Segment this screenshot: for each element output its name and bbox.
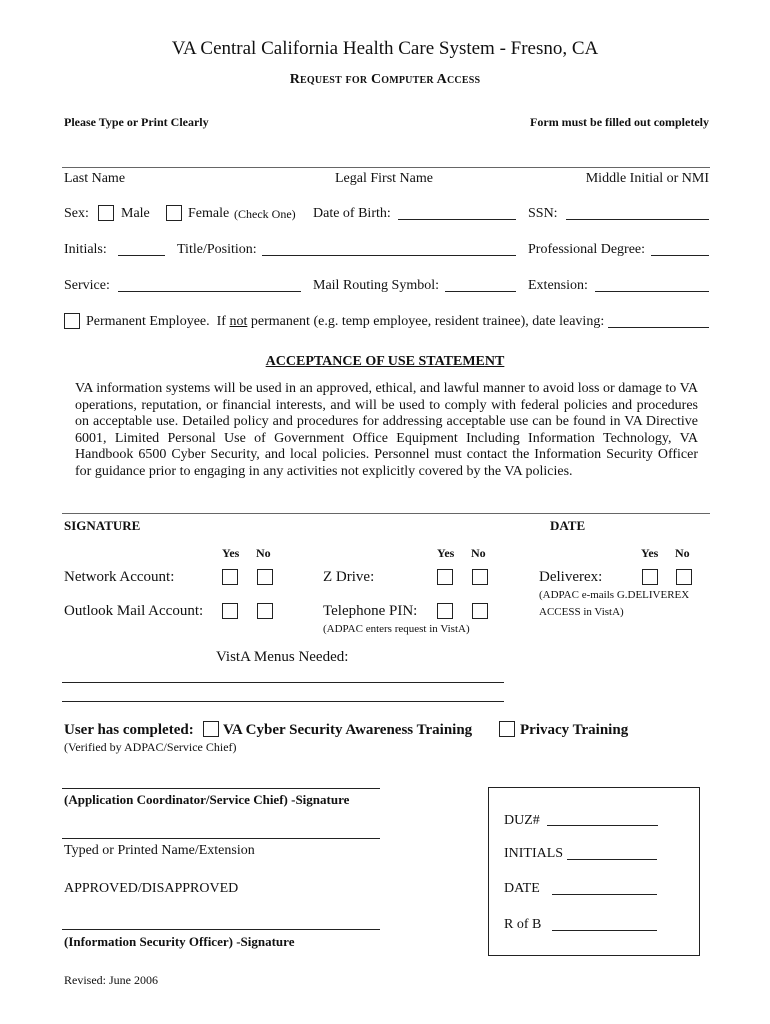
degree-field[interactable] <box>651 241 709 256</box>
deliverex-note: (ADPAC e-mails G.DELIVEREX <box>539 589 690 601</box>
form-title: VA Central California Health Care System - Fresno, CA <box>171 38 599 59</box>
service-field[interactable] <box>118 277 301 292</box>
zdrive-label: Z Drive: <box>323 569 375 585</box>
outlook-no-checkbox[interactable] <box>257 603 273 619</box>
form-subtitle: Request for Computer Access <box>289 72 481 87</box>
deliverex-note: ACCESS in VistA) <box>539 606 624 618</box>
deliverex-no-checkbox[interactable] <box>676 569 692 585</box>
outlook-yes-checkbox[interactable] <box>222 603 238 619</box>
app-coord-label: (Application Coordinator/Service Chief) -Signature <box>64 792 350 807</box>
office-date-field[interactable] <box>552 880 657 895</box>
first-name-label: Legal First Name <box>335 171 433 186</box>
typed-name-line[interactable] <box>62 838 380 839</box>
cyber-training-checkbox[interactable] <box>203 721 219 737</box>
male-checkbox[interactable] <box>98 205 114 221</box>
telephone-no-checkbox[interactable] <box>472 603 488 619</box>
privacy-training-label: Privacy Training <box>520 722 629 738</box>
network-account-label: Network Account: <box>64 569 175 585</box>
title-field[interactable] <box>262 241 516 256</box>
telephone-pin-label: Telephone PIN: <box>323 603 418 619</box>
signature-label: SIGNATURE <box>64 518 141 533</box>
office-initials-label: INITIALS <box>504 846 564 861</box>
signature-line[interactable] <box>62 513 710 514</box>
office-initials-field[interactable] <box>567 845 657 860</box>
no-header: No <box>675 546 690 560</box>
no-header: No <box>471 546 486 560</box>
app-coord-signature-line[interactable] <box>62 788 380 789</box>
not-word: not <box>229 314 248 329</box>
r-of-b-field[interactable] <box>552 916 657 931</box>
service-label: Service: <box>64 278 110 293</box>
approved-label: APPROVED/DISAPPROVED <box>64 881 239 896</box>
sex-label: Sex: <box>64 206 89 221</box>
dob-field[interactable] <box>398 205 516 220</box>
extension-label: Extension: <box>528 278 588 293</box>
date-leaving-label: permanent (e.g. temp employee, resident trainee), date leaving: <box>250 314 605 329</box>
revised-date: Revised: June 2006 <box>64 973 158 987</box>
acceptance-heading: ACCEPTANCE OF USE STATEMENT <box>265 354 505 369</box>
r-of-b-label: R of B <box>504 917 542 932</box>
office-date-label: DATE <box>504 881 540 896</box>
verified-note: (Verified by ADPAC/Service Chief) <box>64 740 237 754</box>
degree-label: Professional Degree: <box>528 242 646 257</box>
iso-label: (Information Security Officer) -Signature <box>64 934 295 949</box>
name-line <box>62 167 710 168</box>
typed-name-label: Typed or Printed Name/Extension <box>64 843 255 858</box>
zdrive-yes-checkbox[interactable] <box>437 569 453 585</box>
female-label: Female <box>188 206 230 221</box>
acceptance-body: VA information systems will be used in an approved, ethical, and lawful manner to avoid loss or damage to VA operations, reputation, or financial interests, and will be used to comply with federal policies and procedures on acceptable use. Detailed policy and procedures for addressing acceptable use can be found in VA Directive 6001, Limited Personal Use of Government Office Equipment Including Information Technology, VA Handbook 6500 Cyber Security, and local policies. Personnel must contact the Information Security Officer for guidance prior to engaging in any activities not explicitly covered by the VA policies. <box>75 381 698 479</box>
duz-label: DUZ# <box>504 813 540 828</box>
yes-header: Yes <box>641 546 659 560</box>
cyber-training-label: VA Cyber Security Awareness Training <box>223 722 473 738</box>
last-name-label: Last Name <box>64 171 126 186</box>
mail-routing-field[interactable] <box>445 277 516 292</box>
privacy-training-checkbox[interactable] <box>499 721 515 737</box>
male-label: Male <box>121 206 150 221</box>
ssn-label: SSN: <box>528 206 558 221</box>
user-completed-label: User has completed: <box>64 722 194 738</box>
no-header: No <box>256 546 271 560</box>
check-one-note: (Check One) <box>234 207 296 221</box>
middle-initial-label: Middle Initial or NMI <box>585 171 709 186</box>
telephone-note: (ADPAC enters request in VistA) <box>323 623 470 635</box>
title-label: Title/Position: <box>177 242 257 257</box>
zdrive-no-checkbox[interactable] <box>472 569 488 585</box>
dob-label: Date of Birth: <box>313 206 391 221</box>
yes-header: Yes <box>222 546 240 560</box>
network-yes-checkbox[interactable] <box>222 569 238 585</box>
permanent-checkbox[interactable] <box>64 313 80 329</box>
vista-menus-field[interactable] <box>62 701 504 702</box>
female-checkbox[interactable] <box>166 205 182 221</box>
vista-menus-label: VistA Menus Needed: <box>216 649 349 665</box>
mail-routing-label: Mail Routing Symbol: <box>313 278 440 293</box>
date-leaving-field[interactable] <box>608 313 709 328</box>
date-label: DATE <box>550 518 586 533</box>
ssn-field[interactable] <box>566 205 709 220</box>
deliverex-yes-checkbox[interactable] <box>642 569 658 585</box>
print-clearly-note: Please Type or Print Clearly <box>64 115 209 129</box>
vista-menus-field[interactable] <box>62 682 504 683</box>
permanent-statement <box>86 314 604 330</box>
yes-header: Yes <box>437 546 455 560</box>
duz-field[interactable] <box>547 811 658 826</box>
telephone-yes-checkbox[interactable] <box>437 603 453 619</box>
network-no-checkbox[interactable] <box>257 569 273 585</box>
iso-signature-line[interactable] <box>62 929 380 930</box>
initials-field[interactable] <box>118 241 165 256</box>
if-word: If <box>216 314 226 329</box>
outlook-label: Outlook Mail Account: <box>64 603 204 619</box>
deliverex-label: Deliverex: <box>539 569 603 585</box>
extension-field[interactable] <box>595 277 709 292</box>
fill-completely-note: Form must be filled out completely <box>530 115 709 129</box>
initials-label: Initials: <box>64 242 107 257</box>
permanent-label: Permanent Employee. <box>86 314 210 329</box>
